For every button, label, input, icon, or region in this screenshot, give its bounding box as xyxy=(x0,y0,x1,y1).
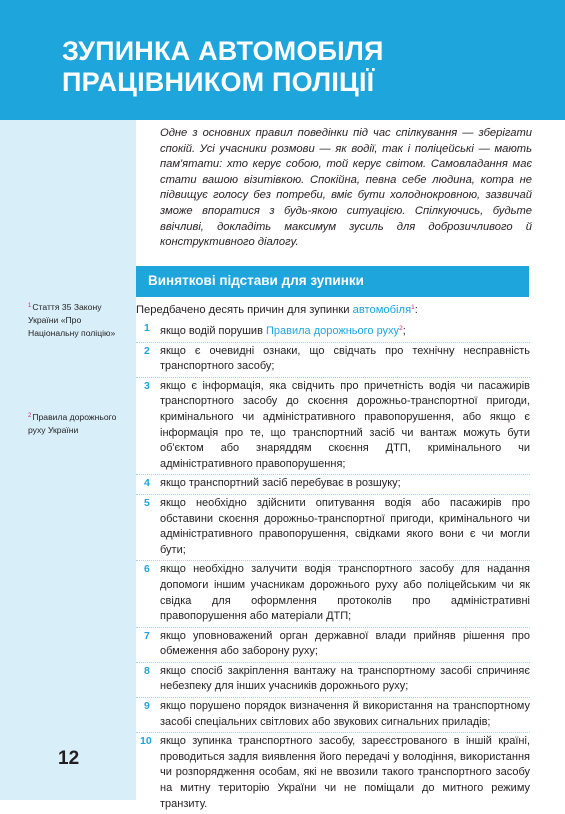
lead-paragraph xyxy=(136,300,528,319)
footnote-ref-1[interactable]: 1 xyxy=(411,304,415,311)
item-text: якщо необхідно здійснити опитування водія або пасажирів про обставини скоєння дорожньо-транспортної пригоди, кримінального чи адміністративного правопорушення, свідками якого вони є чи могли бути; xyxy=(160,496,530,556)
lead-text-end: : xyxy=(414,304,418,316)
chapter-title-line-2: ПРАЦІВНИКОМ ПОЛІЦІЇ xyxy=(62,67,375,97)
item-text: якщо водій порушив xyxy=(160,325,266,337)
item-text-end: ; xyxy=(402,325,406,337)
sidenote-1-marker: 1 xyxy=(28,303,32,309)
section-heading-bar xyxy=(136,266,529,297)
footnote-ref-2[interactable]: 2 xyxy=(399,325,403,332)
item-number: 10 xyxy=(140,735,152,748)
item-text: якщо є інформація, яка свідчить про причетність водія чи пасажирів транспортного засобу до скоєння дорожньо-транспортної пригоди, кримінального чи адміністративного правопорушення, або якщо є інформація про те, що транспортний засіб чи вантаж можуть бути об'єктом або знаряддям скоєння ДТП, кримінального чи адміністративного правопорушення; xyxy=(160,379,530,470)
item-text: якщо уповноважений орган державної влади прийняв рішення про обмеження або заборону руху; xyxy=(160,629,530,658)
item-number: 3 xyxy=(144,379,150,392)
list-item xyxy=(136,378,530,476)
list-item xyxy=(136,561,530,627)
chapter-title-line-1: ЗУПИНКА АВТОМОБІЛЯ xyxy=(62,36,384,66)
item-number: 8 xyxy=(144,664,150,677)
item-number: 4 xyxy=(144,477,150,490)
item-text: якщо спосіб закріплення вантажу на транспортному засобі спричиняє небезпеку для інших учасників дорожнього руху; xyxy=(160,664,530,693)
reasons-list xyxy=(136,320,530,814)
margin-column xyxy=(0,120,136,800)
sidenote-2-marker: 2 xyxy=(28,413,32,419)
item-text: якщо зупинка транспортного засобу, зареєстрованого в іншій країні, проводиться задля виявлення його передачі у володіння, використання чи розпорядження особам, які не ввозили такого транспортного засобу на митну територію України чи не поміщали до митного режиму транзиту. xyxy=(160,735,530,810)
list-item xyxy=(136,663,530,698)
list-item xyxy=(136,698,530,733)
item-number: 6 xyxy=(144,563,150,576)
item-text: якщо необхідно залучити водія транспортного засобу для надання допомоги іншим учасникам дорожнього руху або поліцейським чи як свідка для оформлення протоколів про адміністративні правопорушення або матеріали ДТП; xyxy=(160,563,530,623)
list-item xyxy=(136,628,530,663)
sidenote-2-text: Правила дорожнього руху України xyxy=(28,412,117,435)
list-item xyxy=(136,733,530,814)
sidenote-2 xyxy=(28,410,124,437)
traffic-rules-link[interactable]: Правила дорожнього руху xyxy=(265,325,400,337)
lead-text: Передбачено десять причин для зупинки xyxy=(136,304,353,316)
intro-paragraph: Одне з основних правил поведінки під час спілкування — зберігати спокій. Усі учасники розмови — як водії, так і поліцейські — мають пам'ятати: хто керує собою, той керує світом. Самовладання має стати вашою візитівкою. Спокійна, певна себе людина, котра не підвищує голосу без потреби, вміє бути холоднокровною, зазвичай зможе впоратися з будь-якою ситуацією. Спілкуючись, будьте ввічливі, докладіть максимум зусиль для доброзичливого й конструктивного діалогу. xyxy=(160,127,532,249)
chapter-title xyxy=(62,36,384,98)
item-text: якщо порушено порядок визначення й використання на транспортному засобі спеціальних світлових або звукових сигнальних приладів; xyxy=(160,700,530,728)
list-item xyxy=(136,475,530,495)
list-item xyxy=(136,320,530,343)
item-number: 7 xyxy=(144,629,150,642)
item-number: 5 xyxy=(144,496,150,509)
item-number: 9 xyxy=(144,700,150,713)
list-item xyxy=(136,495,530,561)
item-text: якщо транспортний засіб перебуває в розшуку; xyxy=(160,477,401,490)
list-item xyxy=(136,343,530,378)
page-number: 12 xyxy=(58,748,80,769)
sidenote-1 xyxy=(28,300,124,340)
lead-link[interactable]: автомобіля xyxy=(352,304,412,316)
item-number: 2 xyxy=(144,344,150,357)
sidenote-1-text: Стаття 35 Закону України «Про Національну поліцію» xyxy=(28,302,116,338)
chapter-header xyxy=(0,0,565,120)
item-text: якщо є очевидні ознаки, що свідчать про технічну несправність транспортного засобу; xyxy=(160,344,530,373)
item-number: 1 xyxy=(144,322,150,334)
section-title: Виняткові підстави для зупинки xyxy=(148,273,364,288)
